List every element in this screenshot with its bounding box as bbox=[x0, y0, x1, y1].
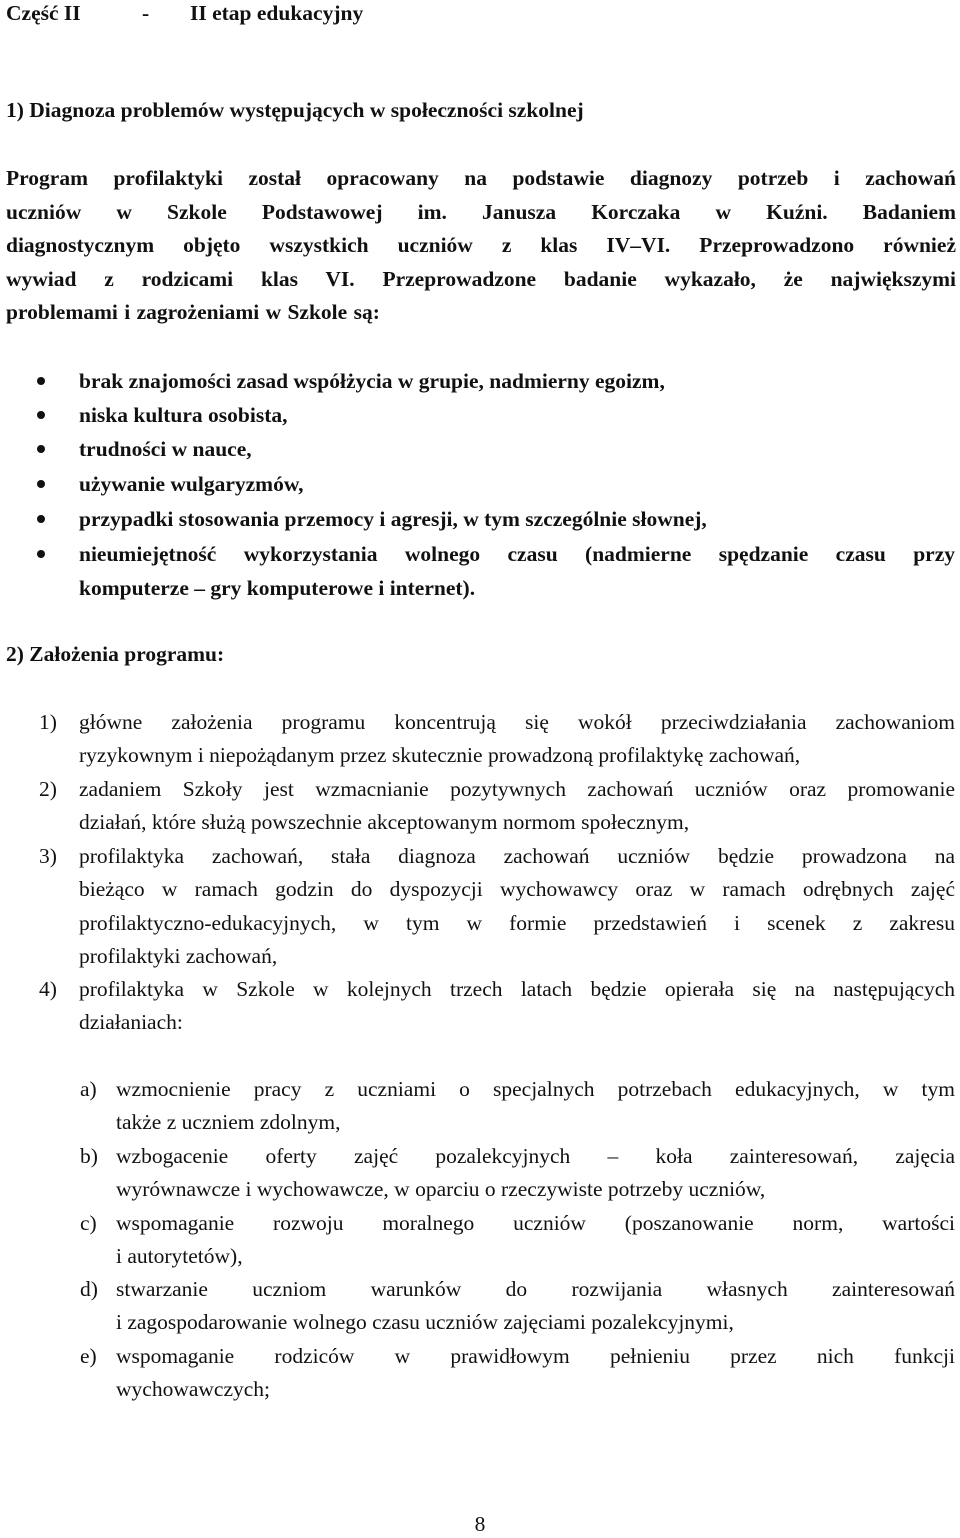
list-item-text: trudności w nauce, bbox=[79, 437, 252, 461]
page-number: 8 bbox=[474, 1512, 486, 1536]
item-text: wychowawczych; bbox=[116, 1377, 271, 1402]
item-text: wspomaganie rodziców w prawidłowym pełnieniu przez nich funkcji bbox=[116, 1344, 955, 1368]
item-letter: a) bbox=[80, 1077, 97, 1101]
item-text: działaniach: bbox=[79, 1010, 183, 1035]
section-heading-diagnosis: 1) Diagnoza problemów występujących w społeczności szkolnej bbox=[6, 98, 584, 122]
item-text: główne założenia programu koncentrują się wokół przeciwdziałania zachowaniom bbox=[79, 710, 955, 734]
item-text: profilaktyka zachowań, stała diagnoza zachowań uczniów będzie prowadzona na bbox=[79, 844, 955, 868]
item-text: wyrównawcze i wychowawcze, w oparciu o rzeczywiste potrzeby uczniów, bbox=[116, 1177, 766, 1202]
item-text: profilaktyczno-edukacyjnych, w tym w formie przedstawień i scenek z zakresu bbox=[79, 910, 955, 935]
item-number: 1) bbox=[39, 710, 57, 734]
item-text: wspomaganie rozwoju moralnego uczniów (poszanowanie norm, wartości bbox=[116, 1211, 955, 1235]
item-text: stwarzanie uczniom warunków do rozwijania własnych zainteresowań bbox=[116, 1277, 955, 1301]
bullet-icon bbox=[37, 515, 45, 523]
intro-line: diagnostycznym objęto wszystkich uczniów z klas IV–VI. Przeprowadzono również bbox=[6, 233, 956, 258]
intro-line: wywiad z rodzicami klas VI. Przeprowadzone badanie wykazało, że największymi bbox=[6, 266, 956, 291]
bullet-icon bbox=[37, 550, 45, 558]
item-text: profilaktyka w Szkole w kolejnych trzech latach będzie opierała się na następujących bbox=[79, 977, 955, 1001]
list-item-text: używanie wulgaryzmów, bbox=[79, 472, 304, 496]
part-label: Część II bbox=[6, 1, 81, 25]
item-text: wzbogacenie oferty zajęć pozalekcyjnych – koła zainteresowań, zajęcia bbox=[116, 1144, 955, 1168]
list-item-text: przypadki stosowania przemocy i agresji, w tym szczególnie słownej, bbox=[79, 507, 707, 531]
intro-line: uczniów w Szkole Podstawowej im. Janusza Korczaka w Kuźni. Badaniem bbox=[6, 199, 956, 224]
item-text: działań, które służą powszechnie akceptowanym normom społecznym, bbox=[79, 810, 690, 835]
item-letter: e) bbox=[80, 1344, 97, 1368]
item-letter: c) bbox=[80, 1211, 97, 1235]
item-text: ryzykownym i niepożądanym przez skutecznie prowadzoną profilaktykę zachowań, bbox=[79, 743, 801, 768]
part-title bbox=[6, 0, 363, 27]
list-item-text: brak znajomości zasad współżycia w grupie, nadmierny egoizm, bbox=[79, 369, 665, 393]
item-number: 4) bbox=[39, 977, 57, 1001]
list-item-text: nieumiejętność wykorzystania wolnego czasu (nadmierne spędzanie czasu przy bbox=[79, 542, 955, 566]
item-number: 2) bbox=[39, 777, 57, 801]
list-item-text: niska kultura osobista, bbox=[79, 403, 288, 427]
bullet-icon bbox=[37, 411, 45, 419]
item-text: i autorytetów), bbox=[116, 1244, 243, 1269]
item-letter: d) bbox=[80, 1277, 98, 1301]
intro-paragraph bbox=[6, 162, 956, 330]
intro-line: Program profilaktyki został opracowany na podstawie diagnozy potrzeb i zachowań bbox=[6, 166, 956, 190]
bullet-icon bbox=[37, 445, 45, 453]
item-text: bieżąco w ramach godzin do dyspozycji wychowawcy oraz w ramach odrębnych zajęć bbox=[79, 877, 955, 902]
item-text: profilaktyki zachowań, bbox=[79, 944, 278, 969]
item-number: 3) bbox=[39, 844, 57, 868]
intro-line: problemami i zagrożeniami w Szkole są: bbox=[6, 300, 380, 325]
item-letter: b) bbox=[80, 1144, 98, 1168]
item-text: i zagospodarowanie wolnego czasu uczniów zajęciami pozalekcyjnymi, bbox=[116, 1310, 734, 1335]
item-text: zadaniem Szkoły jest wzmacnianie pozytywnych zachowań uczniów oraz promowanie bbox=[79, 777, 955, 801]
bullet-icon bbox=[37, 480, 45, 488]
section-heading-assumptions: 2) Założenia programu: bbox=[6, 642, 225, 666]
list-item-text: komputerze – gry komputerowe i internet). bbox=[79, 576, 476, 600]
item-text: także z uczniem zdolnym, bbox=[116, 1110, 341, 1135]
bullet-icon bbox=[37, 377, 45, 385]
part-dash: - bbox=[142, 1, 150, 25]
stage-label: II etap edukacyjny bbox=[190, 1, 364, 25]
item-text: wzmocnienie pracy z uczniami o specjalnych potrzebach edukacyjnych, w tym bbox=[116, 1077, 955, 1101]
